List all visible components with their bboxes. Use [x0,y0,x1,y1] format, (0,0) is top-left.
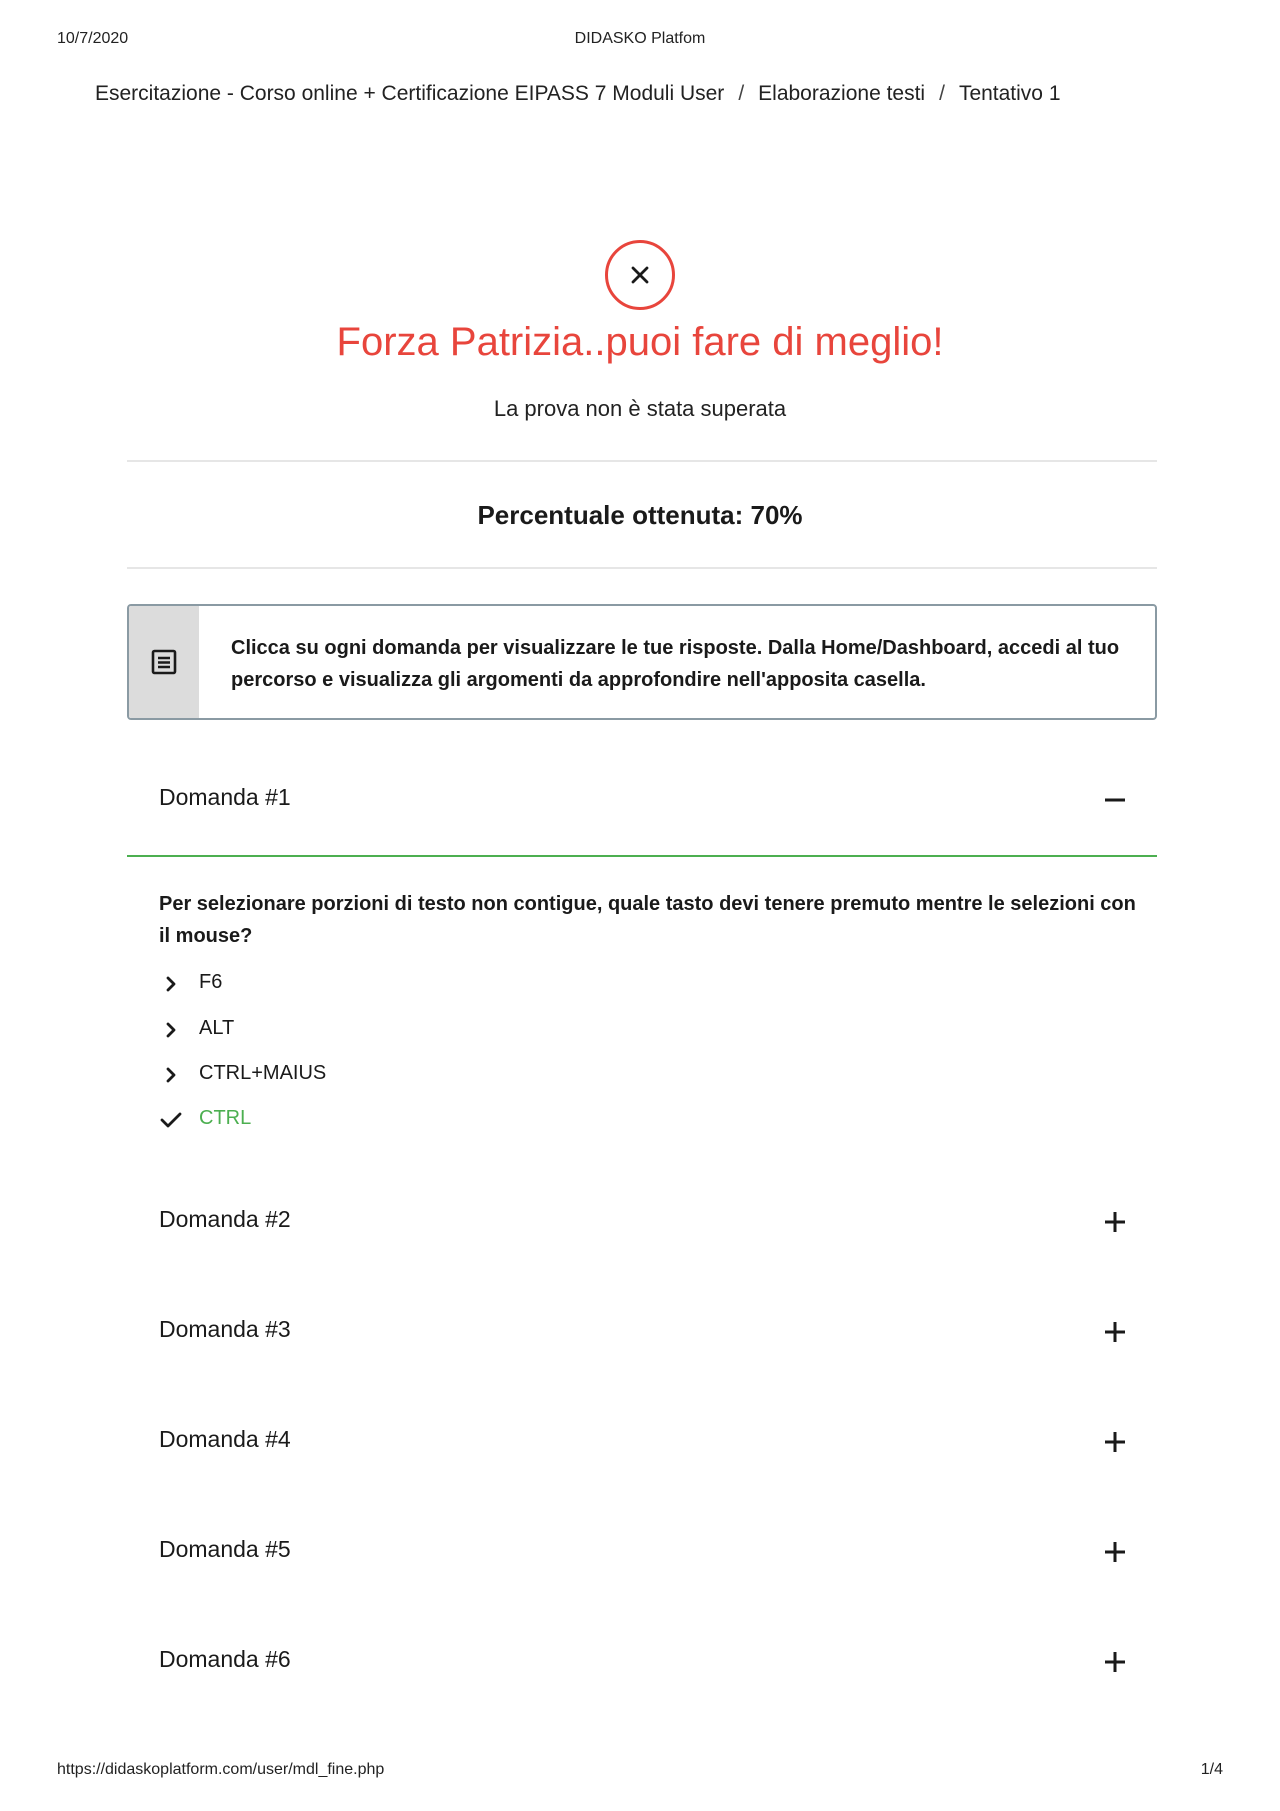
answer-text: CTRL [199,1107,252,1129]
minus-icon[interactable] [1103,788,1127,812]
breadcrumb-separator: / [738,82,745,105]
score-percentage: Percentuale ottenuta: 70% [477,500,803,530]
question-active-underline [127,855,1157,857]
result-title: Forza Patrizia..puoi fare di meglio! [336,320,944,364]
result-subtitle: La prova non è stata superata [493,396,787,421]
question-header-1[interactable] [127,770,1157,830]
chevron-right-icon [159,1018,183,1042]
print-page-number: 1/4 [1200,1761,1223,1778]
close-icon [630,265,650,285]
question-header-4[interactable] [127,1412,1157,1472]
breadcrumb-separator: / [939,82,945,105]
breadcrumb-item-course[interactable]: Esercitazione - Corso online + Certificazione EIPASS 7 Moduli User [95,82,725,105]
answer-text: F6 [199,971,223,993]
list-icon [150,648,178,676]
print-header [0,30,1280,54]
chevron-right-icon [159,1063,183,1087]
result-fail-badge [605,240,675,310]
question-label: Domanda #6 [159,1646,291,1672]
print-url: https://didaskoplatform.com/user/mdl_fine.php [57,1761,385,1778]
plus-icon[interactable] [1103,1210,1127,1234]
question-label: Domanda #5 [159,1536,291,1562]
question-label: Domanda #4 [159,1426,291,1452]
breadcrumb-item-attempt: Tentativo 1 [958,82,1061,105]
breadcrumb [95,82,1061,106]
question-label: Domanda #1 [159,784,291,810]
info-notice [127,604,1157,720]
question-header-3[interactable] [127,1302,1157,1362]
divider [127,460,1157,462]
plus-icon[interactable] [1103,1430,1127,1454]
answer-text: CTRL+MAIUS [199,1062,327,1084]
plus-icon[interactable] [1103,1650,1127,1674]
checkmark-icon [159,1108,183,1132]
info-text: Clicca su ogni domanda per visualizzare le tue risposte. Dalla Home/Dashboard, accedi al tuo percorso e visualizza gli argomenti da approfondire nell'apposita casella. [231,637,1120,691]
question-text: Per selezionare porzioni di testo non contigue, quale tasto devi tenere premuto mentre le selezioni con il mouse? [159,893,1136,947]
answer-text: ALT [199,1017,235,1039]
divider [127,567,1157,569]
question-label: Domanda #3 [159,1316,291,1342]
plus-icon[interactable] [1103,1320,1127,1344]
print-date: 10/7/2020 [57,30,129,47]
info-icon-cell [129,606,199,718]
print-title: DIDASKO Platfom [574,30,706,47]
question-header-5[interactable] [127,1522,1157,1582]
question-label: Domanda #2 [159,1206,291,1232]
question-header-6[interactable] [127,1632,1157,1692]
question-header-2[interactable] [127,1192,1157,1252]
plus-icon[interactable] [1103,1540,1127,1564]
chevron-right-icon [159,972,183,996]
breadcrumb-item-module[interactable]: Elaborazione testi [758,82,926,105]
